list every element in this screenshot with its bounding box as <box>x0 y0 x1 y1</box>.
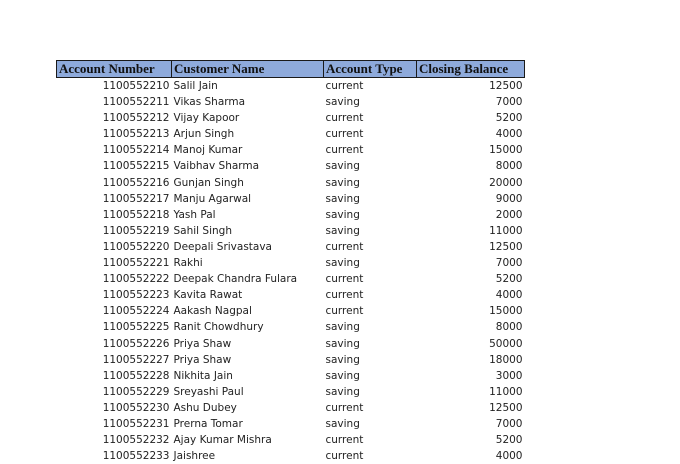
table-row <box>57 384 525 400</box>
account-type-cell: saving <box>324 416 417 432</box>
account-number-cell: 1100552216 <box>57 175 172 191</box>
closing-balance-cell: 9000 <box>417 191 525 207</box>
account-number-cell: 1100552225 <box>57 319 172 335</box>
header-row <box>57 61 525 78</box>
closing-balance-cell: 4000 <box>417 448 525 464</box>
account-number-cell: 1100552229 <box>57 384 172 400</box>
account-type-cell: current <box>324 78 417 95</box>
table-row <box>57 255 525 271</box>
customer-name-cell: Prerna Tomar <box>172 416 324 432</box>
account-type-cell: current <box>324 126 417 142</box>
closing-balance-cell: 11000 <box>417 384 525 400</box>
account-type-cell: current <box>324 271 417 287</box>
closing-balance-cell: 2000 <box>417 207 525 223</box>
account-number-cell: 1100552226 <box>57 336 172 352</box>
table-row <box>57 158 525 174</box>
account-number-cell: 1100552210 <box>57 78 172 95</box>
account-type-cell: saving <box>324 207 417 223</box>
customer-name-cell: Vijay Kapoor <box>172 110 324 126</box>
customer-name-cell: Priya Shaw <box>172 352 324 368</box>
account-number-cell: 1100552218 <box>57 207 172 223</box>
account-type-cell: saving <box>324 368 417 384</box>
customer-name-cell: Aakash Nagpal <box>172 303 324 319</box>
account-table-container <box>56 60 525 464</box>
account-number-cell: 1100552233 <box>57 448 172 464</box>
account-number-cell: 1100552212 <box>57 110 172 126</box>
closing-balance-cell: 7000 <box>417 94 525 110</box>
account-type-cell: current <box>324 239 417 255</box>
closing-balance-cell: 12500 <box>417 239 525 255</box>
table-body <box>57 78 525 464</box>
account-number-cell: 1100552211 <box>57 94 172 110</box>
customer-name-cell: Ranit Chowdhury <box>172 319 324 335</box>
closing-balance-cell: 8000 <box>417 158 525 174</box>
customer-name-cell: Arjun Singh <box>172 126 324 142</box>
account-number-cell: 1100552221 <box>57 255 172 271</box>
account-number-cell: 1100552217 <box>57 191 172 207</box>
header-customer-name: Customer Name <box>172 61 324 78</box>
table-row <box>57 448 525 464</box>
customer-name-cell: Deepak Chandra Fulara <box>172 271 324 287</box>
closing-balance-cell: 50000 <box>417 336 525 352</box>
account-type-cell: current <box>324 110 417 126</box>
account-number-cell: 1100552223 <box>57 287 172 303</box>
closing-balance-cell: 20000 <box>417 175 525 191</box>
account-table <box>56 60 525 464</box>
header-closing-balance: Closing Balance <box>417 61 525 78</box>
closing-balance-cell: 5200 <box>417 432 525 448</box>
account-number-cell: 1100552227 <box>57 352 172 368</box>
customer-name-cell: Sreyashi Paul <box>172 384 324 400</box>
header-account-type: Account Type <box>324 61 417 78</box>
account-number-cell: 1100552231 <box>57 416 172 432</box>
table-row <box>57 368 525 384</box>
customer-name-cell: Ashu Dubey <box>172 400 324 416</box>
customer-name-cell: Vaibhav Sharma <box>172 158 324 174</box>
account-type-cell: saving <box>324 191 417 207</box>
account-type-cell: saving <box>324 223 417 239</box>
table-row <box>57 78 525 95</box>
account-type-cell: current <box>324 142 417 158</box>
closing-balance-cell: 5200 <box>417 271 525 287</box>
table-row <box>57 336 525 352</box>
table-row <box>57 175 525 191</box>
customer-name-cell: Kavita Rawat <box>172 287 324 303</box>
customer-name-cell: Jaishree <box>172 448 324 464</box>
table-row <box>57 110 525 126</box>
customer-name-cell: Gunjan Singh <box>172 175 324 191</box>
account-type-cell: current <box>324 303 417 319</box>
account-number-cell: 1100552232 <box>57 432 172 448</box>
table-row <box>57 432 525 448</box>
header-account-number: Account Number <box>57 61 172 78</box>
customer-name-cell: Salil Jain <box>172 78 324 95</box>
table-row <box>57 352 525 368</box>
customer-name-cell: Nikhita Jain <box>172 368 324 384</box>
table-row <box>57 287 525 303</box>
account-type-cell: saving <box>324 175 417 191</box>
account-number-cell: 1100552219 <box>57 223 172 239</box>
account-type-cell: saving <box>324 319 417 335</box>
table-row <box>57 400 525 416</box>
account-type-cell: saving <box>324 158 417 174</box>
account-type-cell: saving <box>324 255 417 271</box>
account-type-cell: current <box>324 287 417 303</box>
account-number-cell: 1100552224 <box>57 303 172 319</box>
customer-name-cell: Yash Pal <box>172 207 324 223</box>
account-type-cell: current <box>324 448 417 464</box>
closing-balance-cell: 7000 <box>417 416 525 432</box>
account-type-cell: current <box>324 432 417 448</box>
customer-name-cell: Deepali Srivastava <box>172 239 324 255</box>
customer-name-cell: Manju Agarwal <box>172 191 324 207</box>
table-row <box>57 416 525 432</box>
closing-balance-cell: 4000 <box>417 126 525 142</box>
account-type-cell: saving <box>324 352 417 368</box>
closing-balance-cell: 5200 <box>417 110 525 126</box>
closing-balance-cell: 11000 <box>417 223 525 239</box>
closing-balance-cell: 15000 <box>417 142 525 158</box>
account-number-cell: 1100552213 <box>57 126 172 142</box>
closing-balance-cell: 7000 <box>417 255 525 271</box>
account-type-cell: saving <box>324 384 417 400</box>
account-number-cell: 1100552222 <box>57 271 172 287</box>
closing-balance-cell: 15000 <box>417 303 525 319</box>
account-type-cell: saving <box>324 336 417 352</box>
closing-balance-cell: 4000 <box>417 287 525 303</box>
customer-name-cell: Manoj Kumar <box>172 142 324 158</box>
table-row <box>57 207 525 223</box>
table-row <box>57 191 525 207</box>
customer-name-cell: Vikas Sharma <box>172 94 324 110</box>
table-row <box>57 126 525 142</box>
table-row <box>57 223 525 239</box>
customer-name-cell: Sahil Singh <box>172 223 324 239</box>
account-number-cell: 1100552220 <box>57 239 172 255</box>
customer-name-cell: Priya Shaw <box>172 336 324 352</box>
closing-balance-cell: 8000 <box>417 319 525 335</box>
account-type-cell: saving <box>324 94 417 110</box>
account-number-cell: 1100552214 <box>57 142 172 158</box>
table-row <box>57 239 525 255</box>
table-row <box>57 303 525 319</box>
table-row <box>57 271 525 287</box>
table-row <box>57 94 525 110</box>
customer-name-cell: Rakhi <box>172 255 324 271</box>
closing-balance-cell: 18000 <box>417 352 525 368</box>
account-number-cell: 1100552215 <box>57 158 172 174</box>
account-number-cell: 1100552228 <box>57 368 172 384</box>
closing-balance-cell: 3000 <box>417 368 525 384</box>
customer-name-cell: Ajay Kumar Mishra <box>172 432 324 448</box>
account-number-cell: 1100552230 <box>57 400 172 416</box>
table-row <box>57 142 525 158</box>
table-row <box>57 319 525 335</box>
closing-balance-cell: 12500 <box>417 78 525 95</box>
account-type-cell: current <box>324 400 417 416</box>
closing-balance-cell: 12500 <box>417 400 525 416</box>
